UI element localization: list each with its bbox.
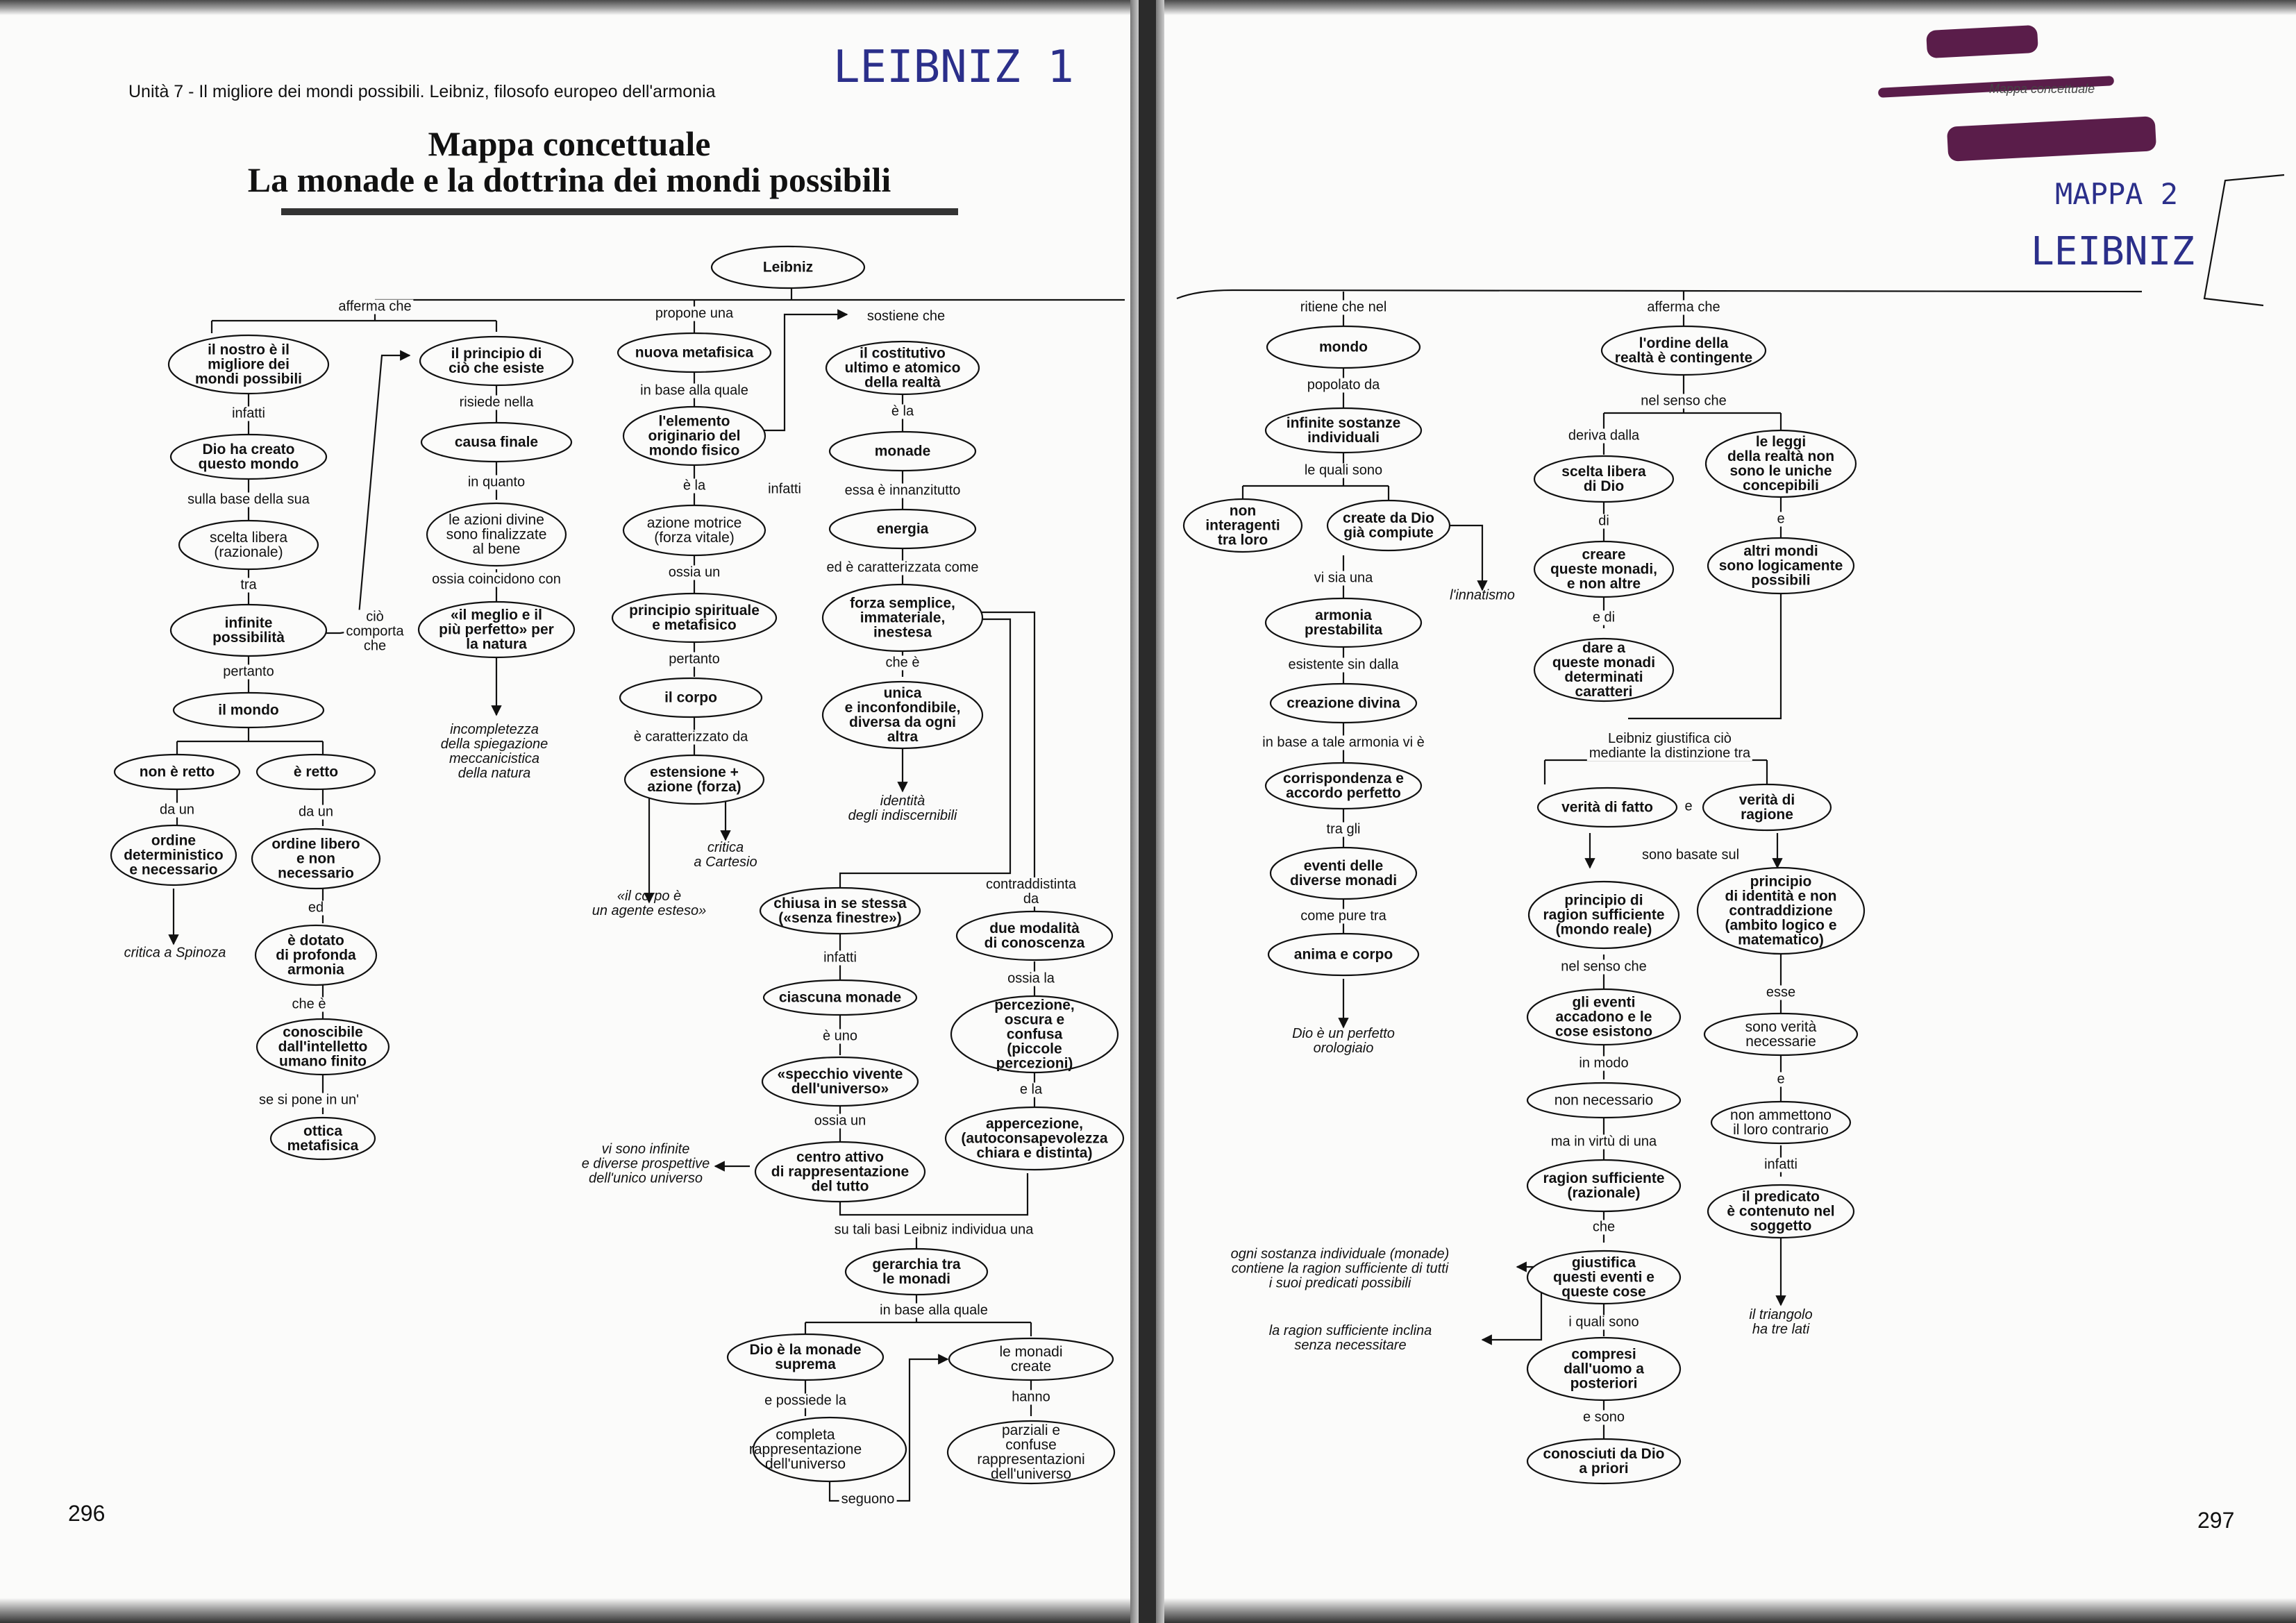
label-infatti: infatti xyxy=(766,482,803,497)
label-in-base-alla-quale: in base alla quale xyxy=(638,384,751,398)
node-non-interagenti: non interagenti tra loro xyxy=(1205,503,1280,548)
label-essa-innanzitutto: essa è innanzitutto xyxy=(843,484,963,498)
label-pertanto: pertanto xyxy=(667,653,721,667)
node-leggi-realta: le leggi della realtà non sono le uniche concepibili xyxy=(1727,434,1835,494)
right-page xyxy=(1156,0,2296,1623)
node-meglio-perfetto: «il meglio e il più perfetto» per la natura xyxy=(439,607,554,653)
label-e-uno: è uno xyxy=(821,1029,860,1044)
node-infinite-sostanze: infinite sostanze individuali xyxy=(1286,415,1401,446)
faint-header: Mappa concettuale xyxy=(1989,82,2095,96)
handwritten-note: LEIBNIZ 1 xyxy=(833,42,1074,93)
node-dare: dare a queste monadi determinati caratteri xyxy=(1552,640,1656,700)
node-appercezione: appercezione, (autoconsapevolezza chiara e distinta) xyxy=(961,1116,1108,1161)
node-ottica-metafisica: ottica metafisica xyxy=(287,1123,359,1154)
node-elemento-originario: l'elemento originario del mondo fisico xyxy=(648,413,741,459)
label-che-e: che è xyxy=(290,998,328,1012)
node-compresi: compresi dall'uomo a posteriori xyxy=(1564,1346,1644,1392)
node-non-retto: non è retto xyxy=(139,764,215,780)
label-deriva: deriva dalla xyxy=(1566,429,1641,444)
node-nuova-metafisica: nuova metafisica xyxy=(635,344,754,361)
label-seguono: seguono xyxy=(839,1492,897,1507)
label-contraddistinta: contraddistinta da xyxy=(978,877,1085,907)
node-costitutivo: il costitutivo ultimo e atomico della realtà xyxy=(844,345,961,391)
node-azioni-divine: le azioni divine sono finalizzate al bene xyxy=(446,512,547,557)
label-afferma-che: afferma che xyxy=(336,300,413,314)
node-il-corpo: il corpo xyxy=(664,689,717,706)
page-number: 297 xyxy=(2197,1508,2235,1533)
label-i-quali: i quali sono xyxy=(1566,1315,1641,1330)
node-principio-ragion-sufficiente: principio di ragion sufficiente (mondo reale) xyxy=(1543,892,1665,938)
page-number: 296 xyxy=(68,1501,106,1526)
node-energia: energia xyxy=(876,521,929,537)
node-gli-eventi: gli eventi accadono e le cose esistono xyxy=(1555,994,1653,1040)
node-azione-motrice: azione motrice (forza vitale) xyxy=(646,515,742,546)
node-armonia-prestabilita: armonia prestabilita xyxy=(1304,607,1383,638)
label-come-pure: come pure tra xyxy=(1298,909,1388,924)
node-conosciuti: conosciuti da Dio a priori xyxy=(1543,1446,1665,1477)
node-non-ammettono: non ammettono il loro contrario xyxy=(1730,1107,1832,1138)
node-unica: unica e inconfondibile, diversa da ogni altra xyxy=(844,685,961,745)
label-giustifica-cio: Leibniz giustifica ciò mediante la distinzione tra xyxy=(1587,732,1752,761)
node-forza-semplice: forza semplice, immateriale, inestesa xyxy=(850,595,955,641)
node-ordine-realta: l'ordine della realtà è contingente xyxy=(1614,335,1753,366)
page-title: Mappa concettuale xyxy=(428,124,711,163)
label-e: e xyxy=(1775,1073,1786,1087)
label-caratterizzata-come: ed è caratterizzata come xyxy=(825,561,981,575)
node-verita-di-fatto: verità di fatto xyxy=(1561,799,1653,816)
label-da-un: da un xyxy=(296,805,335,820)
node-monade: monade xyxy=(874,443,931,460)
label-e-la: è la xyxy=(889,405,916,419)
label-su-tali-basi: su tali basi Leibniz individua una xyxy=(832,1223,1036,1238)
label-di: di xyxy=(1596,514,1611,529)
label-nel-senso: nel senso che xyxy=(1559,960,1648,975)
label-in-base-alla-quale: in base alla quale xyxy=(878,1304,990,1318)
node-monadi-create: le monadi create xyxy=(999,1344,1063,1374)
note-infinite-prospettive: vi sono infinite e diverse prospettive dell'unico universo xyxy=(581,1141,710,1186)
node-creazione-divina: creazione divina xyxy=(1287,695,1400,712)
note-ragion-inclina: la ragion sufficiente inclina senza necessitare xyxy=(1268,1323,1432,1353)
page-subtitle: La monade e la dottrina dei mondi possibili xyxy=(247,160,891,199)
note-critica-cartesio: critica a Cartesio xyxy=(694,840,757,870)
label-risiede: risiede nella xyxy=(458,396,536,410)
node-specchio: «specchio vivente dell'universo» xyxy=(777,1066,903,1097)
label-ritiene: ritiene che nel xyxy=(1298,301,1389,315)
node-scelta-libera-dio: scelta libera di Dio xyxy=(1561,464,1646,494)
note-ogni-sostanza: ogni sostanza individuale (monade) contiene la ragion sufficiente di tutti i suoi predicati possibili xyxy=(1230,1246,1450,1291)
node-anima-corpo: anima e corpo xyxy=(1293,946,1393,963)
label-esse: esse xyxy=(1764,986,1798,1000)
node-dotato-armonia: è dotato di profonda armonia xyxy=(276,932,356,978)
node-create-da-dio: create da Dio già compiute xyxy=(1343,510,1434,541)
label-e-di: e di xyxy=(1591,611,1617,625)
label-e-la: e la xyxy=(1018,1083,1044,1098)
handwritten-note-line1: MAPPA 2 xyxy=(2055,177,2179,211)
label-che: che xyxy=(1591,1220,1617,1235)
label-popolato: popolato da xyxy=(1305,378,1382,393)
node-eventi-monadi: eventi delle diverse monadi xyxy=(1289,858,1398,889)
node-ordine-libero: ordine libero e non necessario xyxy=(271,836,360,882)
unit-header: Unità 7 - Il migliore dei mondi possibili. Leibniz, filosofo europeo dell'armonia xyxy=(128,82,716,101)
node-ragion-sufficiente: ragion sufficiente (razionale) xyxy=(1543,1170,1665,1201)
label-e-sono: e sono xyxy=(1581,1411,1627,1425)
label-caratterizzato-da: è caratterizzato da xyxy=(632,730,751,745)
label-sostiene-che: sostiene che xyxy=(865,310,947,324)
label-ossia-coincidono: ossia coincidono con xyxy=(430,573,563,587)
node-altri-mondi: altri mondi sono logicamente possibili xyxy=(1718,543,1843,589)
node-gerarchia: gerarchia tra le monadi xyxy=(872,1256,961,1287)
label-ossia-un: ossia un xyxy=(667,566,723,580)
label-infatti: infatti xyxy=(821,951,859,966)
node-creare: creare queste monadi, e non altre xyxy=(1550,546,1658,592)
node-due-modalita: due modalità di conoscenza xyxy=(984,920,1085,951)
label-le-quali: le quali sono xyxy=(1302,464,1384,478)
label-e: e xyxy=(1682,800,1694,814)
label-vi-sia: vi sia una xyxy=(1312,571,1375,586)
label-basate: sono basate sul xyxy=(1640,848,1741,863)
label-ed: ed xyxy=(306,901,326,916)
node-dio-creato: Dio ha creato questo mondo xyxy=(198,442,299,472)
label-nel-senso: nel senso che xyxy=(1639,394,1728,409)
node-e-retto: è retto xyxy=(293,764,339,780)
label-afferma: afferma che xyxy=(1645,301,1722,315)
label-ossia-la: ossia la xyxy=(1005,972,1057,986)
node-predicato: il predicato è contenuto nel soggetto xyxy=(1727,1188,1835,1234)
node-dio-suprema: Dio è la monade suprema xyxy=(749,1342,862,1372)
node-ordine-deterministico: ordine deterministico e necessario xyxy=(124,832,224,878)
node-nostro-mondo: il nostro è il migliore dei mondi possibili xyxy=(194,342,303,387)
label-in-quanto: in quanto xyxy=(466,476,527,490)
note-incompletezza: incompletezza della spiegazione meccanicistica della natura xyxy=(440,722,548,781)
node-non-necessario: non necessario xyxy=(1554,1092,1654,1109)
node-il-mondo: il mondo xyxy=(218,702,279,718)
node-giustifica: giustifica questi eventi e queste cose xyxy=(1553,1254,1654,1300)
left-page xyxy=(0,0,1139,1623)
label-e-possiede: e possiede la xyxy=(762,1394,848,1408)
label-e: e xyxy=(1775,512,1786,527)
label-che-e: che è xyxy=(884,656,922,671)
label-ossia-un: ossia un xyxy=(812,1114,869,1129)
note-orologiaio: Dio è un perfetto orologiaio xyxy=(1292,1026,1395,1056)
node-completa: completa rappresentazione dell'universo xyxy=(748,1427,862,1472)
node-infinite-possibilita: infinite possibilità xyxy=(212,615,285,646)
label-tra-gli: tra gli xyxy=(1325,823,1363,837)
node-centro-attivo: centro attivo di rappresentazione del tutto xyxy=(771,1149,910,1195)
label-hanno: hanno xyxy=(1009,1390,1053,1405)
node-conoscibile: conoscibile dall'intelletto umano finito xyxy=(278,1024,368,1070)
label-e-la: è la xyxy=(681,479,707,494)
node-corrispondenza: corrispondenza e accordo perfetto xyxy=(1283,771,1404,801)
node-leibniz: Leibniz xyxy=(762,259,814,276)
node-estensione: estensione + azione (forza) xyxy=(647,764,741,795)
node-chiusa: chiusa in se stessa («senza finestre») xyxy=(773,895,907,926)
node-scelta-libera: scelta libera (razionale) xyxy=(209,530,288,560)
label-se-si-pone: se si pone in un' xyxy=(257,1093,361,1108)
node-verita-necessarie: sono verità necessarie xyxy=(1745,1019,1817,1050)
label-cio-comporta: ciò comporta che xyxy=(344,610,405,654)
label-infatti: infatti xyxy=(1762,1158,1800,1172)
node-principio-identita: principio di identità e non contraddizione (ambito logico e matematico) xyxy=(1725,873,1837,948)
node-verita-di-ragione: verità di ragione xyxy=(1738,792,1795,823)
label-tra: tra xyxy=(238,578,258,593)
node-ciascuna-monade: ciascuna monade xyxy=(778,989,902,1006)
label-esistente: esistente sin dalla xyxy=(1287,658,1401,673)
handwritten-note-line2: LEIBNIZ xyxy=(2031,229,2195,274)
node-principio-spirituale: principio spirituale e metafisico xyxy=(629,603,760,633)
label-pertanto: pertanto xyxy=(221,665,276,680)
note-identita: identità degli indiscernibili xyxy=(848,793,957,823)
node-causa-finale: causa finale xyxy=(454,434,539,451)
note-critica-spinoza: critica a Spinoza xyxy=(124,945,226,961)
label-da-un: da un xyxy=(158,803,196,818)
label-propone-una: propone una xyxy=(653,307,735,321)
note-innatismo: l'innatismo xyxy=(1450,587,1515,603)
note-corpo-agente: «il corpo è un agente esteso» xyxy=(592,889,707,918)
node-percezione: percezione, oscura e confusa (piccole percezioni) xyxy=(994,997,1075,1072)
note-triangolo: il triangolo ha tre lati xyxy=(1749,1307,1813,1337)
label-infatti: infatti xyxy=(230,407,267,421)
label-in-base-tale: in base a tale armonia vi è xyxy=(1260,736,1426,750)
node-principio-cio: il principio di ciò che esiste xyxy=(449,346,544,376)
label-sulla-base: sulla base della sua xyxy=(185,493,312,507)
node-parziali: parziali e confuse rappresentazioni dell'universo xyxy=(977,1422,1085,1482)
label-ma-in-virtu: ma in virtù di una xyxy=(1549,1135,1659,1150)
node-mondo: mondo xyxy=(1319,339,1368,355)
label-in-modo: in modo xyxy=(1577,1057,1630,1071)
